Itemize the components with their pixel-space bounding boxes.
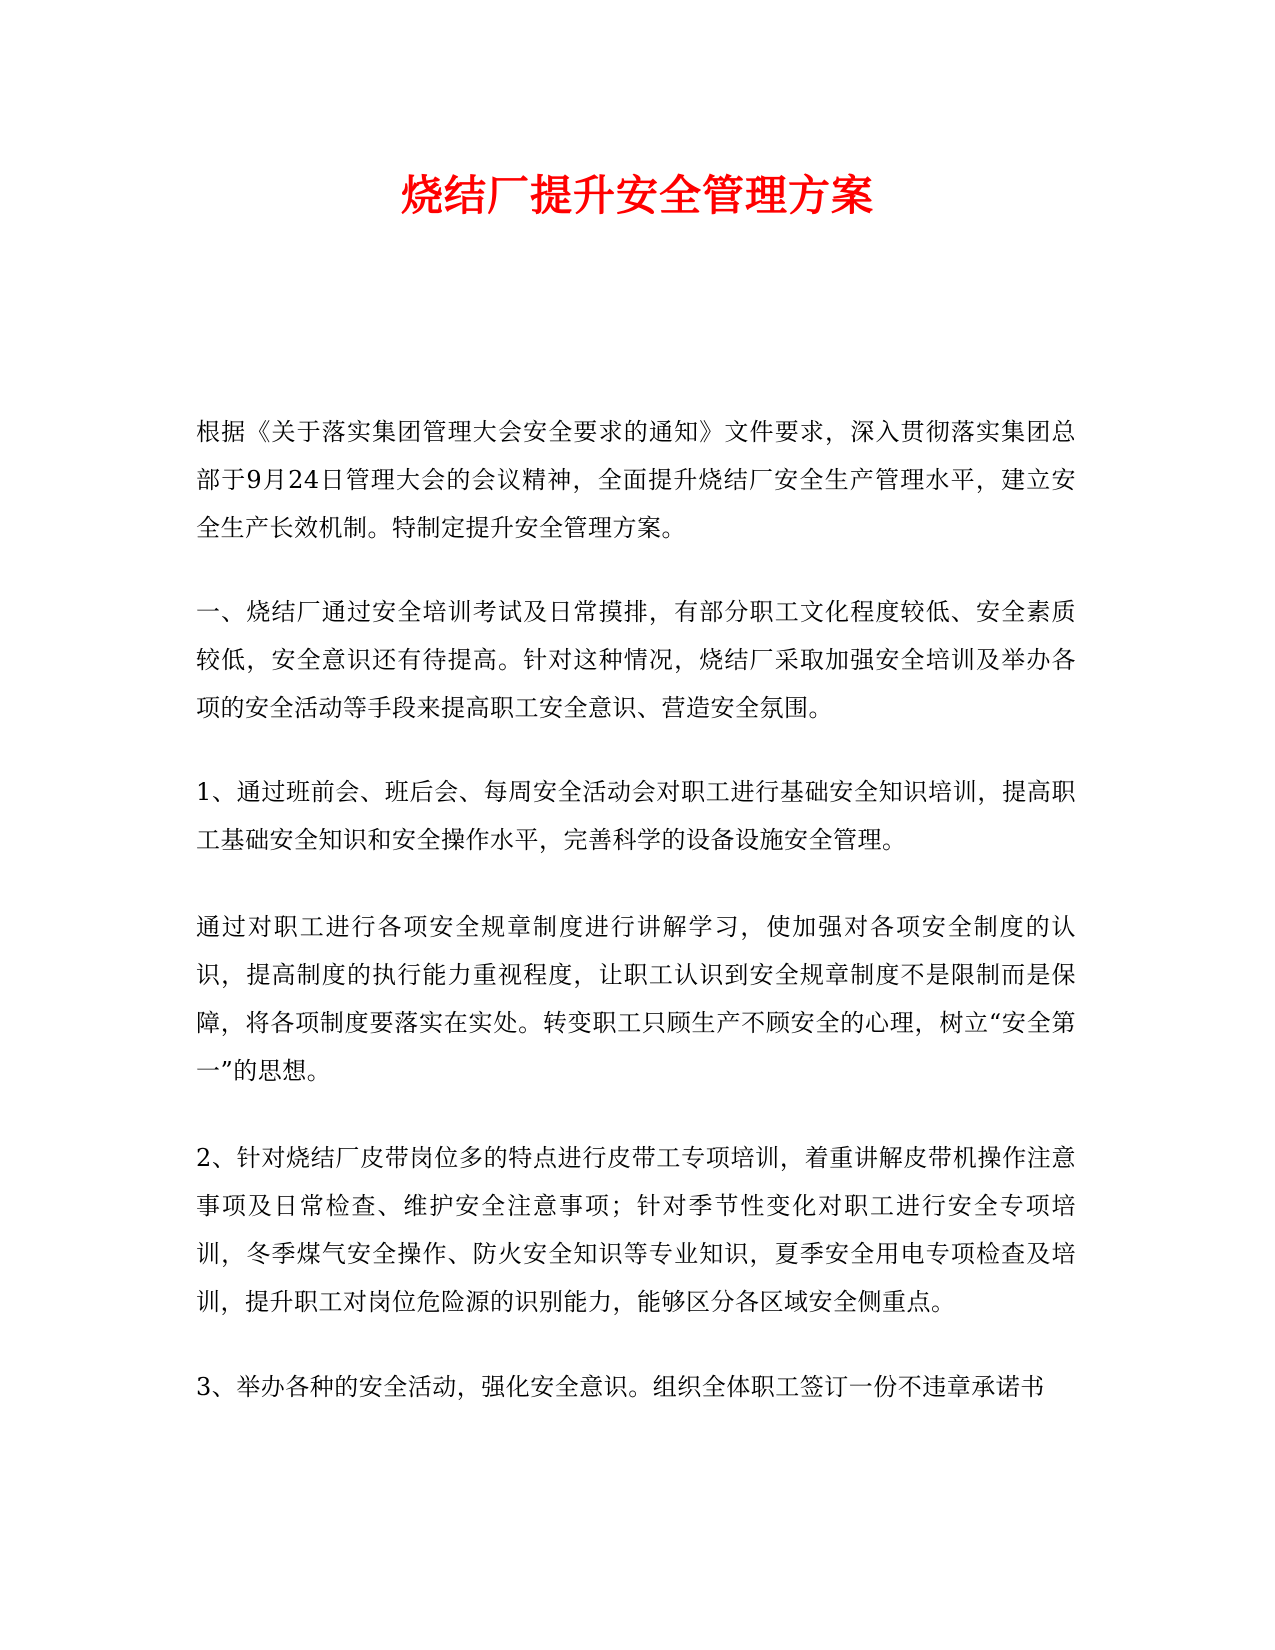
paragraph-item-1: 1、通过班前会、班后会、每周安全活动会对职工进行基础安全知识培训，提高职工基础安全知识和安全操作水平，完善科学的设备设施安全管理。: [196, 778, 1076, 854]
document-title: 烧结厂提升安全管理方案: [400, 171, 874, 220]
paragraph-item-2: 2、针对烧结厂皮带岗位多的特点进行皮带工专项培训，着重讲解皮带机操作注意事项及日常检查、维护安全注意事项；针对季节性变化对职工进行安全专项培训，冬季煤气安全操作、防火安全知识等专业知识，夏季安全用电专项检查及培训，提升职工对岗位危险源的识别能力，能够区分各区域安全侧重点。: [196, 1144, 1076, 1316]
paragraph-item-3: 3、举办各种的安全活动，强化安全意识。组织全体职工签订一份不违章承诺书: [196, 1373, 1045, 1401]
paragraph-intro: 根据《关于落实集团管理大会安全要求的通知》文件要求，深入贯彻落实集团总部于9月24日管理大会的会议精神，全面提升烧结厂安全生产管理水平，建立安全生产长效机制。特制定提升安全管理方案。: [196, 418, 1076, 542]
paragraph-item-1-detail: 通过对职工进行各项安全规章制度进行讲解学习，使加强对各项安全制度的认识，提高制度的执行能力重视程度，让职工认识到安全规章制度不是限制而是保障，将各项制度要落实在实处。转变职工只顾生产不顾安全的心理，树立“安全第一”的思想。: [196, 913, 1076, 1085]
paragraph-section-one: 一、烧结厂通过安全培训考试及日常摸排，有部分职工文化程度较低、安全素质较低，安全意识还有待提高。针对这种情况，烧结厂采取加强安全培训及举办各项的安全活动等手段来提高职工安全意识、营造安全氛围。: [196, 598, 1076, 722]
